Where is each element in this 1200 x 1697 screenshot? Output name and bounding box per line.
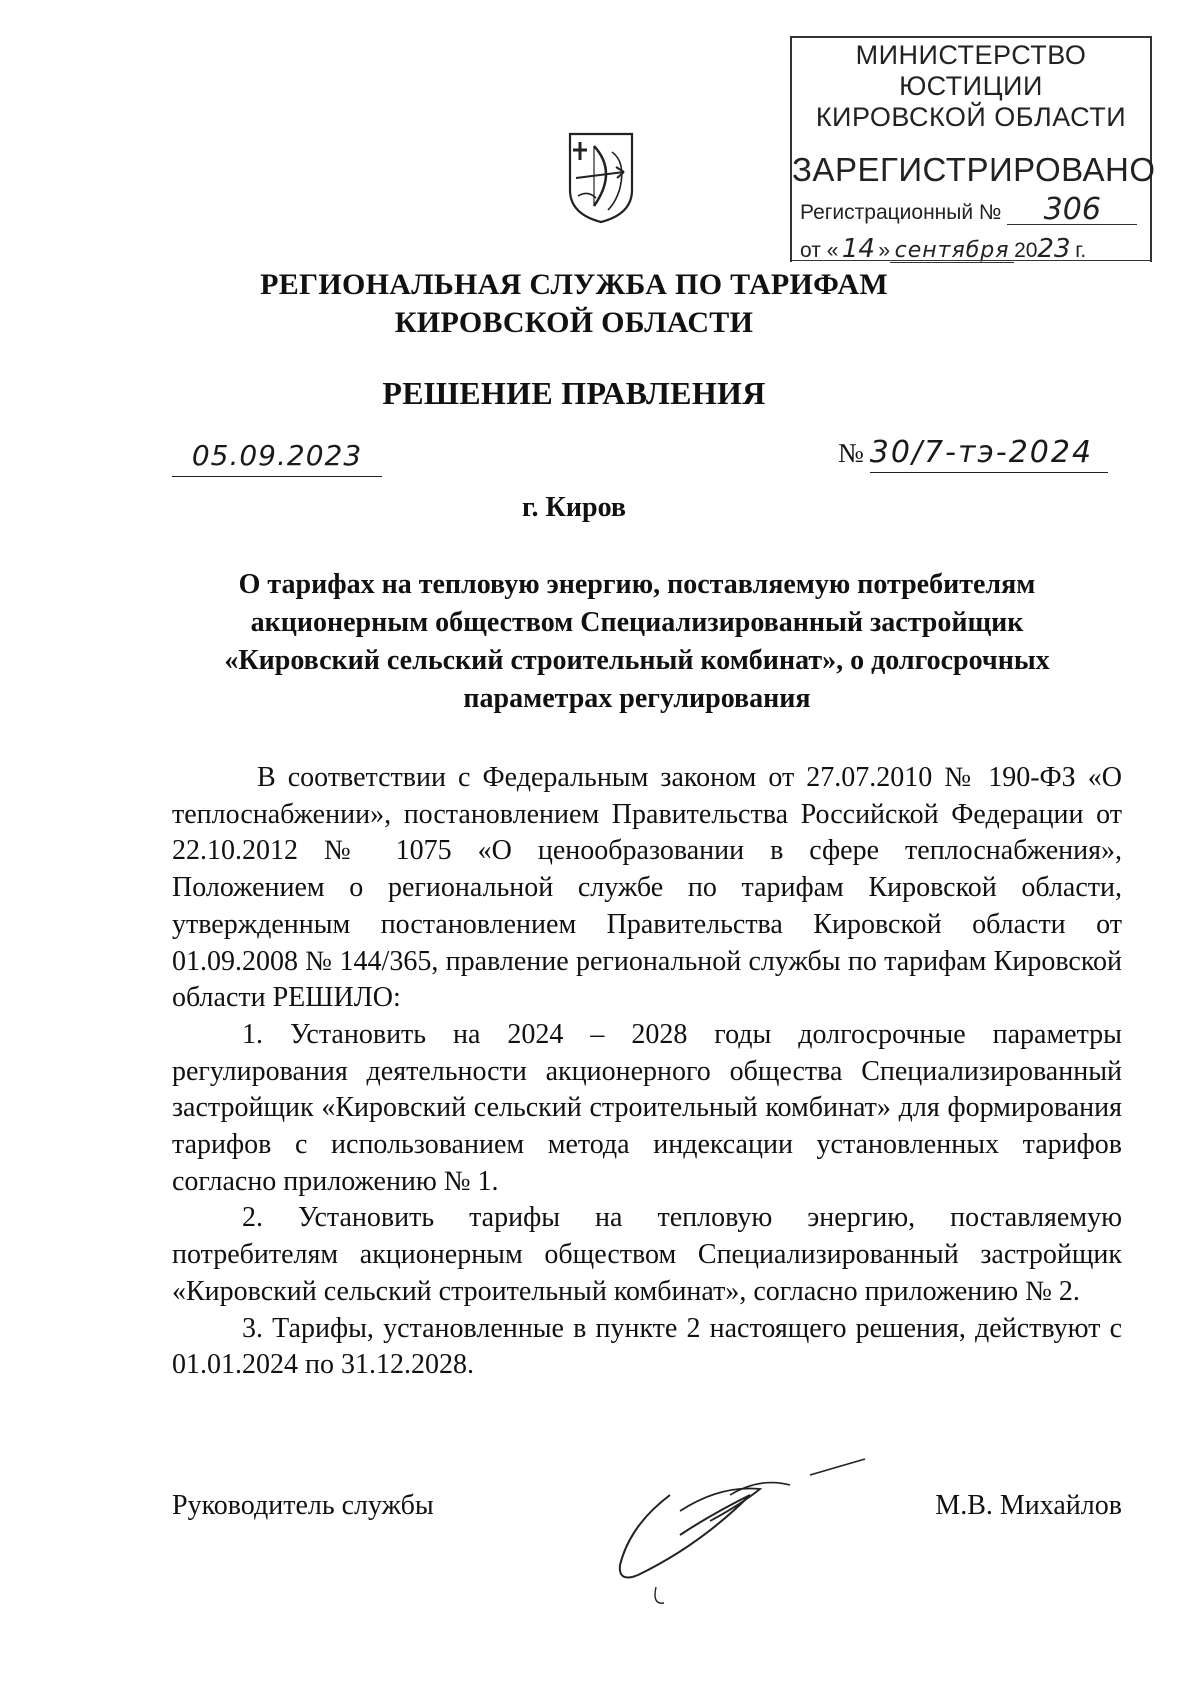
subject-line: акционерным обществом Специализированный застройщик — [250, 607, 1024, 638]
stamp-region: КИРОВСКОЙ ОБЛАСТИ — [815, 102, 1127, 132]
kirov-coat-of-arms-icon — [568, 132, 634, 224]
signatory-name: М.В. Михайлов — [935, 1490, 1122, 1521]
stamp-registration-row — [800, 192, 1137, 227]
stamp-bottom-border — [792, 260, 1150, 261]
stamp-date-prefix: от — [800, 239, 821, 262]
subject-line: О тарифах на тепловую энергию, поставляемую потребителям — [238, 569, 1036, 600]
stamp-year-suffix: 23 — [1037, 234, 1071, 264]
subject-line: «Кировский сельский строительный комбинат», о долгосрочных — [224, 645, 1050, 676]
stamp-month: сентября — [890, 240, 1014, 263]
number-sign: № — [838, 438, 864, 468]
decision-subject — [200, 566, 1074, 718]
stamp-year-unit: г. — [1075, 239, 1087, 262]
stamp-reg-number: 306 — [1007, 196, 1137, 225]
handwritten-signature-icon — [560, 1455, 880, 1615]
decision-date: 05.09.2023 — [172, 436, 382, 477]
stamp-reg-label: Регистрационный № — [800, 201, 1002, 224]
stamp-day: 14 — [838, 238, 878, 261]
registration-stamp — [790, 36, 1156, 264]
stamp-ministry: МИНИСТЕРСТВО ЮСТИЦИИ — [855, 40, 1087, 101]
decision-body — [172, 760, 1122, 1384]
stamp-close-quote: » — [878, 239, 891, 262]
document-type: РЕШЕНИЕ ПРАВЛЕНИЯ — [382, 375, 766, 411]
subject-line: параметрах регулирования — [463, 683, 811, 714]
stamp-status: ЗАРЕГИСТРИРОВАНО — [792, 151, 1156, 188]
point-3-paragraph: 3. Тарифы, установленные в пункте 2 настоящего решения, действуют с 01.01.2024 по 31.12.2028. — [172, 1312, 1122, 1381]
city: г. Киров — [522, 492, 626, 523]
signatory-role: Руководитель службы — [172, 1490, 434, 1521]
decision-number-field — [838, 434, 1108, 473]
stamp-open-quote: « — [826, 239, 839, 262]
decision-number: 30/7-тэ-2024 — [870, 434, 1108, 473]
point-2-paragraph: 2. Установить тарифы на тепловую энергию, поставляемую потребителям акционерным обществом Специализированный застройщик «Кировский сельский строительный комбинат», согласно приложению № 2. — [172, 1202, 1122, 1307]
point-1-paragraph: 1. Установить на 2024 – 2028 годы долгосрочные параметры регулирования деятельности акционерного общества Специализированный застройщик «Кировский сельский строительный комбинат» для формирования тарифов с использованием метода индексации установленных тарифов согласно приложению № 1. — [172, 1018, 1122, 1197]
stamp-year-prefix: 20 — [1014, 239, 1038, 262]
org-title-line2: КИРОВСКОЙ ОБЛАСТИ — [394, 306, 754, 339]
org-title-line1: РЕГИОНАЛЬНАЯ СЛУЖБА ПО ТАРИФАМ — [260, 268, 888, 301]
preamble-paragraph: В соответствии с Федеральным законом от 27.07.2010 № 190-ФЗ «О теплоснабжении», постановлением Правительства Российской Федерации от 22.10.2012 № 1075 «О ценообразовании в сфере теплоснабжения», Положением о региональной службе по тарифам Кировской области, утвержденным постановлением Правительства Кировской области от 01.09.2008 № 144/365, правление региональной службы по тарифам Кировской области РЕШИЛО: — [172, 762, 1122, 1014]
